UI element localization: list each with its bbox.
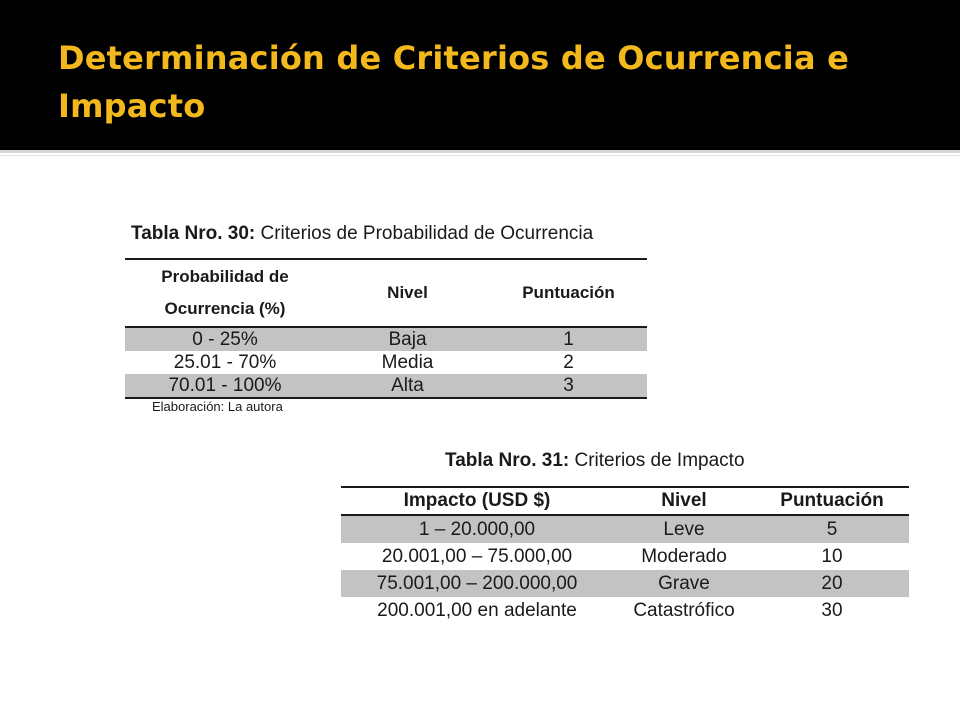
table-cell: Moderado <box>641 546 727 567</box>
table-cell: 25.01 - 70% <box>173 352 277 373</box>
table-row <box>125 351 647 374</box>
column-header-impact: Impacto (USD $) <box>341 487 613 515</box>
table-row <box>125 327 647 351</box>
table-cell: 200.001,00 en adelante <box>377 600 577 621</box>
table-cell: Media <box>381 352 434 373</box>
table31-caption-text: Criterios de Impacto <box>569 450 745 471</box>
table-header-row <box>341 487 909 515</box>
column-header-score: Puntuación <box>755 487 909 515</box>
table-cell: 30 <box>821 600 843 621</box>
table-cell: 5 <box>755 515 909 543</box>
table-row <box>341 543 909 570</box>
table-row <box>341 515 909 543</box>
table-cell: 2 <box>563 352 574 373</box>
table-cell: 1 <box>490 327 647 351</box>
table-cell: 10 <box>821 546 843 567</box>
table-cell: 0 - 25% <box>125 327 325 351</box>
table-cell: 1 – 20.000,00 <box>341 515 613 543</box>
table-cell: Grave <box>613 570 755 597</box>
table-row <box>125 374 647 398</box>
table-cell: 75.001,00 – 200.000,00 <box>341 570 613 597</box>
table-cell: 20 <box>755 570 909 597</box>
table-row <box>341 570 909 597</box>
table30-source-note <box>152 398 352 414</box>
column-header-probability: Probabilidad de Ocurrencia (%) <box>125 259 325 327</box>
table-cell: 3 <box>490 374 647 398</box>
column-header-score: Puntuación <box>490 259 647 327</box>
column-header-level: Nivel <box>613 487 755 515</box>
table30-caption-label: Tabla Nro. 30: <box>131 223 256 244</box>
table-cell: Alta <box>325 374 490 398</box>
title-bar <box>0 0 960 150</box>
table31-caption-label: Tabla Nro. 31: <box>445 450 570 471</box>
table30-caption-text: Criterios de Probabilidad de Ocurrencia <box>255 223 594 244</box>
table31-caption <box>445 450 745 472</box>
title-divider-thin <box>0 155 960 156</box>
table-cell: 70.01 - 100% <box>125 374 325 398</box>
table-row <box>341 597 909 624</box>
table-header-row <box>125 259 647 327</box>
table-cell: Leve <box>613 515 755 543</box>
column-header-level: Nivel <box>325 259 490 327</box>
table30-source-note-text: Elaboración: La autora <box>152 399 283 414</box>
table30-caption <box>131 223 593 245</box>
table-cell: 20.001,00 – 75.000,00 <box>381 546 573 567</box>
title-divider <box>0 150 960 153</box>
table-cell: Catastrófico <box>633 600 735 621</box>
slide-title: Determinación de Criterios de Ocurrencia e Impacto <box>58 39 850 125</box>
probability-table <box>125 258 647 399</box>
table-cell: Baja <box>325 327 490 351</box>
impact-table <box>341 486 909 624</box>
